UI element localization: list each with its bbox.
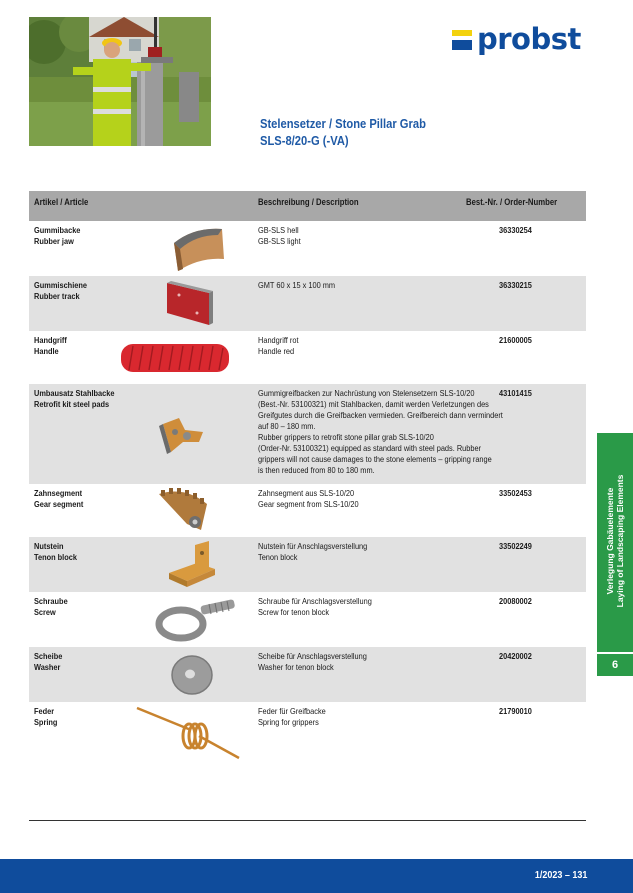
description-line: Zahnsegment aus SLS-10/20 [258, 488, 355, 498]
description-line: Nutstein für Anschlagsverstellung [258, 541, 368, 551]
spring-icon [133, 704, 243, 762]
order-number: 36330215 [499, 280, 532, 290]
article-de: Umbausatz Stahlbacke [34, 388, 115, 398]
table-row [29, 647, 586, 702]
article-de: Gummischiene [34, 280, 87, 290]
table-row [29, 702, 586, 764]
handle-icon [115, 338, 235, 378]
description-line: Tenon block [258, 552, 298, 562]
description-line: Scheibe für Anschlagsverstellung [258, 651, 367, 661]
description-line: Spring for grippers [258, 717, 319, 727]
description-line: (Order-Nr. 53100321) equipped as standard with steel pads. Rubber [258, 443, 482, 453]
probst-logo [452, 22, 581, 56]
footer-bar [0, 859, 633, 893]
description-line: Gear segment from SLS-10/20 [258, 499, 359, 509]
description-line: Gummigreifbacken zur Nachrüstung von Stelensetzern SLS-10/20 [258, 388, 475, 398]
retrofit-kit-icon [157, 412, 207, 460]
description-line: Feder für Greifbacke [258, 706, 326, 716]
article-en: Handle [34, 346, 59, 356]
order-number: 20420002 [499, 651, 532, 661]
rubber-track-icon [159, 279, 239, 329]
eye-bolt-icon [153, 596, 243, 644]
description-line: (Best.-Nr. 53100321) mit Stahlbacken, damit werden Verletzungen des [258, 399, 489, 409]
table-row [29, 537, 586, 592]
article-en: Spring [34, 717, 58, 727]
article-en: Tenon block [34, 552, 77, 562]
order-number: 21790010 [499, 706, 532, 716]
chapter-title-de: Verlegung Gabäuelemente [605, 487, 615, 595]
article-en: Screw [34, 607, 56, 617]
description-line: Rubber grippers to retrofit stone pillar grab SLS-10/20 [258, 432, 434, 442]
order-number: 20080002 [499, 596, 532, 606]
description-line: Washer for tenon block [258, 662, 334, 672]
description-line: GB-SLS light [258, 236, 301, 246]
order-number: 33502453 [499, 488, 532, 498]
description-line: is then reduced from 80 to 180 mm. [258, 465, 375, 475]
table-row [29, 331, 586, 384]
article-en: Washer [34, 662, 61, 672]
article-en: Rubber jaw [34, 236, 74, 246]
article-en: Gear segment [34, 499, 84, 509]
description-line: Handgriff rot [258, 335, 299, 345]
table-row [29, 276, 586, 331]
order-number: 21600005 [499, 335, 532, 345]
table-row [29, 592, 586, 647]
washer-icon [167, 650, 217, 698]
article-de: Nutstein [34, 541, 64, 551]
order-number: 36330254 [499, 225, 532, 235]
article-en: Retrofit kit steel pads [34, 399, 110, 409]
order-number: 33502249 [499, 541, 532, 551]
product-title [260, 115, 453, 149]
table-row [29, 384, 586, 484]
table-header [29, 191, 586, 221]
parts-table [29, 191, 586, 764]
article-de: Scheibe [34, 651, 63, 661]
header-description: Beschreibung / Description [258, 197, 359, 207]
description-line: Handle red [258, 346, 295, 356]
table-row [29, 484, 586, 537]
article-de: Schraube [34, 596, 68, 606]
chapter-number: 6 [597, 652, 633, 676]
tenon-block-icon [163, 539, 223, 591]
description-line: Screw for tenon block [258, 607, 330, 617]
description-line: GMT 60 x 15 x 100 mm [258, 280, 336, 290]
article-de: Zahnsegment [34, 488, 83, 498]
article-en: Rubber track [34, 291, 80, 301]
header-order-number: Best.-Nr. / Order-Number [466, 197, 558, 207]
logo-wordmark: probst [477, 21, 581, 56]
header-article: Artikel / Article [34, 197, 89, 207]
footer-divider [29, 820, 586, 821]
article-de: Feder [34, 706, 55, 716]
page-number: 1/2023 – 131 [534, 870, 587, 881]
description-line: Schraube für Anschlagsverstellung [258, 596, 372, 606]
logo-mark-icon [452, 30, 472, 50]
order-number: 43101415 [499, 388, 532, 398]
article-de: Handgriff [34, 335, 67, 345]
description-line: Greifgutes durch die Greifbacken vermieden. Greifbereich dann vermindert [258, 410, 503, 420]
gear-segment-icon [155, 484, 227, 536]
product-title-line2: SLS-8/20-G (-VA) [260, 133, 349, 148]
description-line: grippers will not cause damages to the stone elements – gripping range [258, 454, 492, 464]
rubber-jaw-icon [164, 223, 234, 275]
article-de: Gummibacke [34, 225, 81, 235]
description-line: auf 80 – 180 mm. [258, 421, 316, 431]
description-line: GB-SLS hell [258, 225, 299, 235]
product-title-line1: Stelensetzer / Stone Pillar Grab [260, 116, 426, 131]
table-row [29, 221, 586, 276]
chapter-title-en: Laying of Landscaping Elements [615, 474, 625, 608]
chapter-tab [597, 433, 633, 676]
header-photo [29, 17, 211, 146]
